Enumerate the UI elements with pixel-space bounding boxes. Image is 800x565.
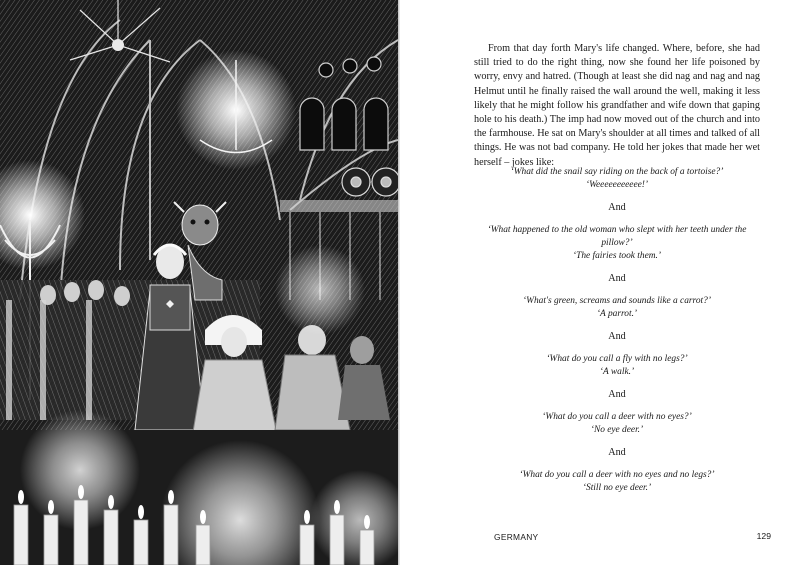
joke-answer: ‘A walk.’ [599, 367, 635, 377]
joke-answer: ‘A parrot.’ [596, 309, 638, 319]
joke-question: ‘What did the snail say riding on the back of a tortoise?’ [510, 167, 724, 177]
church-illustration [0, 0, 398, 565]
joke-1 [474, 166, 760, 192]
joke-answer: ‘Still no eye deer.’ [582, 483, 652, 493]
separator-and: And [608, 389, 626, 400]
separator-and: And [608, 331, 626, 342]
separator-and: And [608, 273, 626, 284]
joke-answer: ‘Weeeeeeeeeee!’ [585, 180, 649, 190]
body-paragraph: From that day forth Mary's life changed. Where, before, she had still tried to do the right thing, now she found her life poisoned by worry, envy and hatred. (Though at least she did nag and nag and nag Helmut until he finally raised the wall around the well, making it less likely that he might follow his grandfather and wife down that gaping hole to his death.) The imp had now moved out of the church and into the farmhouse. He sat on Mary's shoulder at all times and talked of all things. He was not bad company. He told her jokes that made her wet herself – jokes like: [474, 43, 760, 168]
page-number: 129 [756, 531, 771, 541]
text-page [400, 0, 800, 565]
joke-answer: ‘No eye deer.’ [590, 425, 644, 435]
joke-3 [474, 295, 760, 321]
joke-6 [474, 469, 760, 495]
joke-question: ‘What do you call a fly with no legs?’ [546, 354, 688, 364]
separator-and: And [608, 202, 626, 213]
running-footer-section: GERMANY [494, 532, 539, 542]
separator-and: And [608, 447, 626, 458]
joke-question: ‘What do you call a deer with no eyes?’ [542, 412, 692, 422]
joke-2 [474, 224, 760, 263]
joke-5 [474, 411, 760, 437]
jokes-section [474, 166, 760, 495]
joke-4 [474, 353, 760, 379]
joke-question: ‘What do you call a deer with no eyes and no legs?’ [519, 470, 715, 480]
joke-answer: ‘The fairies took them.’ [572, 251, 661, 261]
joke-question: ‘What happened to the old woman who slept with her teeth under the pillow?’ [487, 225, 747, 248]
joke-question: ‘What's green, screams and sounds like a carrot?’ [523, 296, 711, 306]
